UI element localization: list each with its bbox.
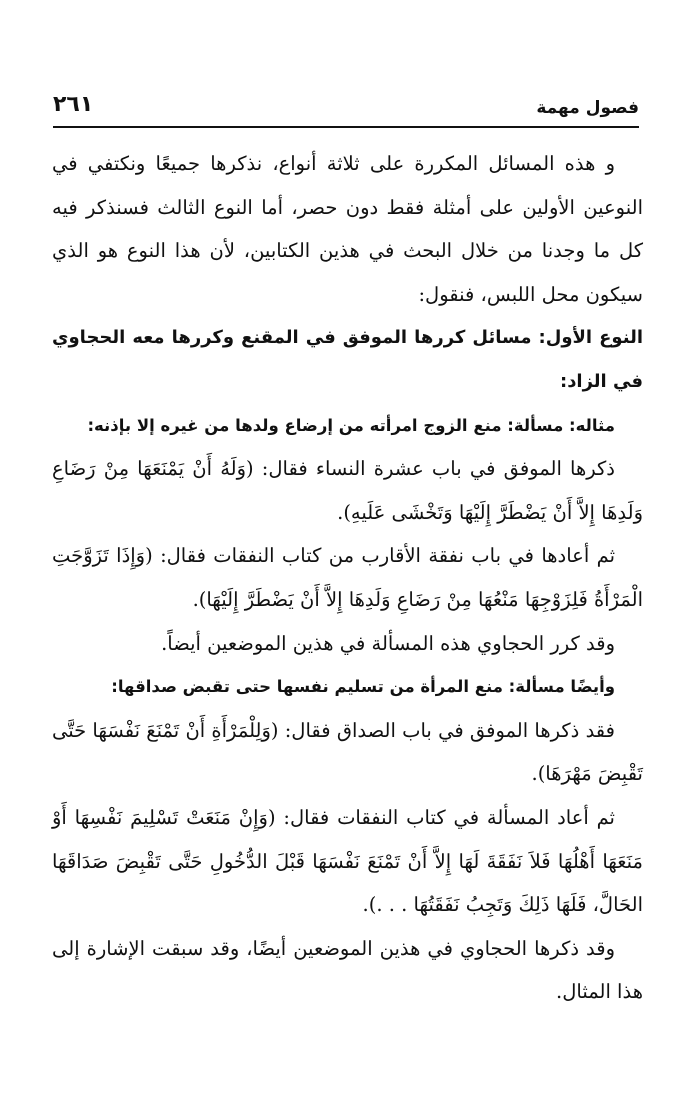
header-divider — [53, 126, 639, 128]
example-one-second-citation: ثم أعادها في باب نفقة الأقارب من كتاب النفقات فقال: (وَإِذَا تَزَوَّجَتِ الْمَرْأَةُ فَلِزَوْجِهَا مَنْعُهَا مِنْ رَضَاعِ وَلَدِهَا إِلاَّ أَنْ يَضْطَرَّ إِلَيْهَا). — [52, 544, 643, 611]
intro-paragraph: و هذه المسائل المكررة على ثلاثة أنواع، نذكرها جميعًا ونكتفي في النوعين الأولين على أمثلة فقط دون حصر، أما النوع الثالث فسنذكر فيه كل ما وجدنا من خلال البحث في هذين الكتابين، لأن هذا النوع هو الذي سيكون محل اللبس، فنقول: — [52, 152, 643, 306]
running-header-title: فصول مهمة — [536, 98, 639, 118]
example-two-heading: وأيضًا مسألة: منع المرأة من تسليم نفسها حتى تقبض صداقها: — [111, 677, 615, 697]
example-one-first-citation: ذكرها الموفق في باب عشرة النساء فقال: (وَلَهُ أَنْ يَمْنَعَهَا مِنْ رَضَاعِ وَلَدِهَا إِلاَّ أَنْ يَضْطَرَّ إِلَيْهَا وَتَخْشَى عَلَيهِ). — [52, 457, 643, 524]
example-two-second-citation: ثم أعاد المسألة في كتاب النفقات فقال: (وَإِنْ مَنَعَتْ تَسْلِيمَ نَفْسِهَا أَوْ مَنَعَهَا أَهْلُهَا فَلاَ نَفَقَةَ لَهَا إِلاَّ أَنْ تَمْنَعَ نَفْسَهَا قَبْلَ الدُّخُولِ حَتَّى تَقْبِضَ صَدَاقَهَا الحَالَّ، فَلَهَا ذَلِكَ وَتَجِبُ نَفَقَتُهَا . . .). — [52, 805, 643, 917]
example-two-note: وقد ذكرها الحجاوي في هذين الموضعين أيضًا، وقد سبقت الإشارة إلى هذا المثال. — [52, 936, 643, 1004]
page-header — [53, 88, 639, 128]
example-one-note: وقد كرر الحجاوي هذه المسألة في هذين الموضعين أيضاً. — [161, 631, 615, 655]
page-number: ٢٦١ — [53, 92, 94, 117]
page-body — [52, 142, 643, 1014]
section-heading-type-one: النوع الأول: مسائل كررها الموفق في المقنع وكررها معه الحجاوي في الزاد: — [52, 327, 643, 392]
example-two-first-citation: فقد ذكرها الموفق في باب الصداق فقال: (وَلِلْمَرْأَةِ أَنْ تَمْنَعَ نَفْسَهَا حَتَّى تَقْبِضَ مَهْرَهَا). — [52, 718, 643, 786]
example-one-heading: مثاله: مسألة: منع الزوج امرأته من إرضاع ولدها من غيره إلا بإذنه: — [87, 415, 615, 435]
